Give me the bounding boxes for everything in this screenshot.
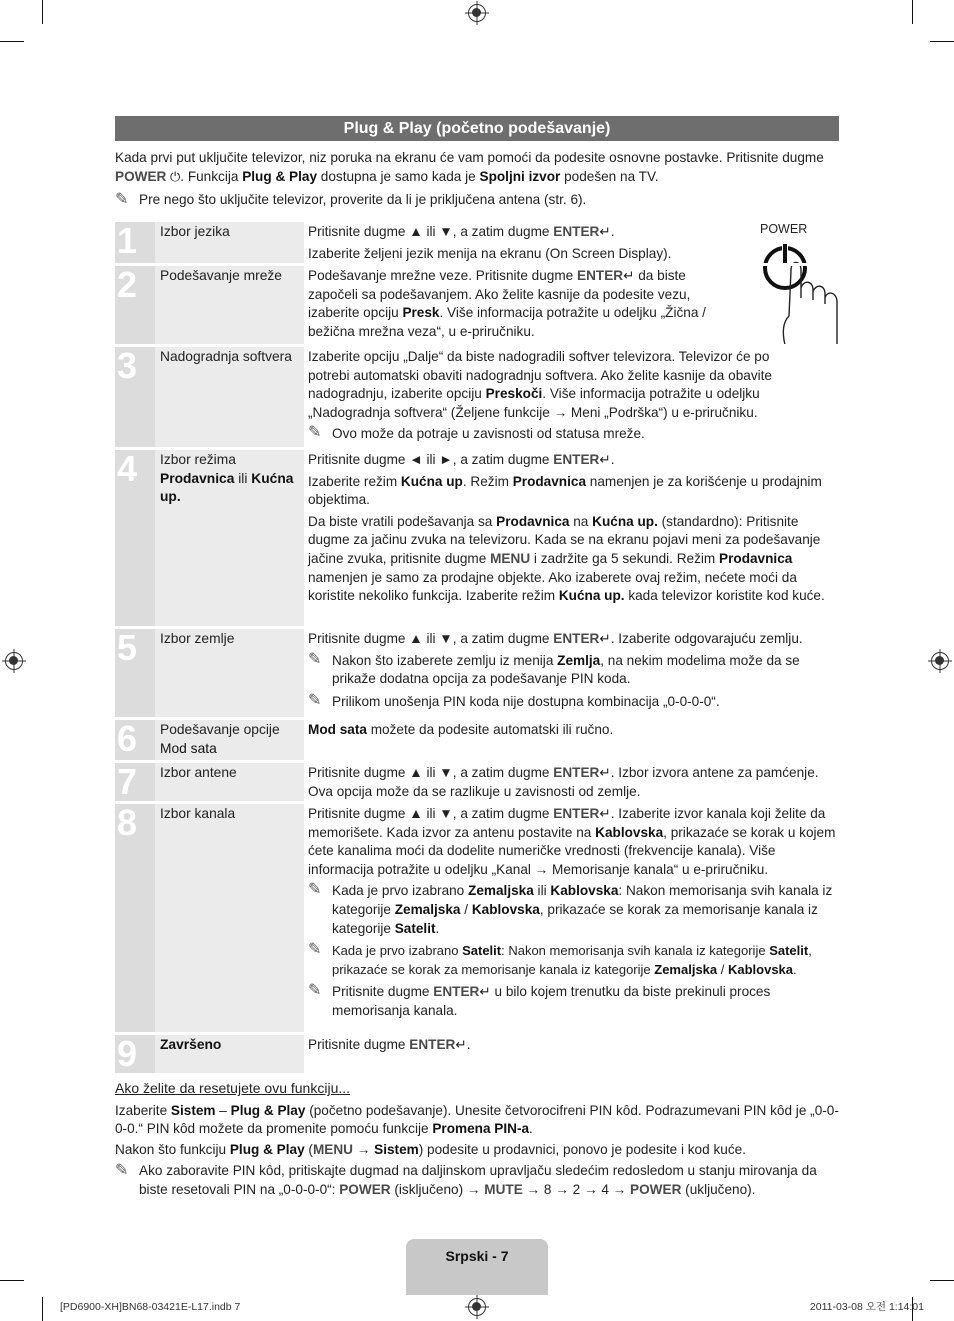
enter-icon: ↵ bbox=[455, 1037, 467, 1052]
step-number: 9 bbox=[115, 1035, 155, 1073]
step-description: Pritisnite dugme ▲ ili ▼, a zatim dugme ENTER↵. Izaberite odgovarajuću zemlju. ✎ Nakon što izaberete zemlju iz menija Zemlja, na nekim modelima može da se prikaže dodatna opcija za podešavanje PIN koda. ✎ Prilikom unošenja PIN koda nije dostupna kombinacija „0-0-0-0“. bbox=[308, 631, 803, 709]
enter-icon: ↵ bbox=[599, 806, 611, 821]
step-label: Izbor režima Prodavnica ili Kućna up. bbox=[155, 450, 304, 626]
step-row bbox=[115, 804, 839, 1035]
crop-mark bbox=[0, 41, 24, 42]
footer-timestamp: 2011-03-08 오전 1:14:01 bbox=[809, 1301, 924, 1313]
crop-mark bbox=[930, 41, 954, 42]
registration-mark-icon bbox=[931, 652, 949, 670]
intro-note: ✎ Pre nego što uključite televizor, proverite da li je priključena antena (str. 6). bbox=[115, 191, 587, 209]
reset-heading: Ako želite da resetujete ovu funkciju... bbox=[115, 1080, 351, 1096]
step-label: Podešavanje opcije Mod sata bbox=[155, 720, 304, 760]
step-number: 4 bbox=[115, 450, 155, 626]
step-row bbox=[115, 720, 839, 763]
step-number: 2 bbox=[115, 266, 155, 344]
registration-mark-icon bbox=[468, 1298, 486, 1316]
step-description: Mod sata možete da podesite automatski ili ručno. bbox=[308, 722, 614, 737]
step-label: Izbor zemlje bbox=[155, 629, 304, 717]
reset-section bbox=[115, 1079, 839, 1200]
step-number: 3 bbox=[115, 347, 155, 447]
page-number-tab: Srpski - 7 bbox=[406, 1239, 548, 1295]
reset-paragraph: Izaberite Sistem – Plug & Play (početno podešavanje). Unesite četvorocifreni PIN kôd. Podrazumevani PIN kôd je „0-0-0-0.“ PIN kôd možete da promenite pomoću funkcije Promena PIN-a. bbox=[115, 1102, 839, 1137]
step-label: Izbor antene bbox=[155, 763, 304, 801]
step-description: Pritisnite dugme ENTER↵. bbox=[308, 1037, 471, 1052]
crop-mark bbox=[930, 1280, 954, 1281]
intro-text bbox=[115, 149, 839, 210]
footer-file-info: [PD6900-XH]BN68-03421E-L17.indb 7 bbox=[60, 1301, 241, 1313]
step-description: Pritisnite dugme ▲ ili ▼, a zatim dugme ENTER↵. Izbor izvora antene za pamćenje. Ova opcija može da se razlikuje u zavisnosti od zemlje. bbox=[308, 765, 819, 799]
step-number: 1 bbox=[115, 222, 155, 263]
step-row bbox=[115, 266, 839, 347]
section-title: Plug & Play (početno podešavanje) bbox=[115, 116, 839, 141]
step-row bbox=[115, 629, 839, 720]
note-pen-icon: ✎ bbox=[308, 982, 322, 1000]
step-description: Pritisnite dugme ▲ ili ▼, a zatim dugme ENTER↵. Izaberite željeni jezik menija na ekranu (On Screen Display). bbox=[308, 224, 672, 261]
step-label: Izbor jezika bbox=[155, 222, 304, 263]
enter-icon: ↵ bbox=[599, 765, 611, 780]
note-pen-icon: ✎ bbox=[308, 941, 322, 959]
step-row bbox=[115, 1035, 839, 1076]
crop-mark bbox=[912, 0, 913, 24]
step-number: 6 bbox=[115, 720, 155, 760]
note-pen-icon: ✎ bbox=[115, 191, 129, 209]
crop-mark bbox=[0, 1280, 24, 1281]
enter-icon: ↵ bbox=[599, 631, 611, 646]
reset-paragraph: Nakon što funkciju Plug & Play (MENU → Sistem) podesite u prodavnici, ponovo je podesite i kod kuće. bbox=[115, 1141, 746, 1157]
step-label: Nadogradnja softvera bbox=[155, 347, 304, 447]
enter-icon: ↵ bbox=[479, 984, 491, 1000]
step-number: 8 bbox=[115, 804, 155, 1032]
step-description: Podešavanje mrežne veze. Pritisnite dugme ENTER↵ da biste započeli sa podešavanjem. Ako želite kasnije da podesite vezu, izaberite opciju Presk. Više informacija potražite u odeljku „Žična / bežična mrežna veza“, u e-priručniku. bbox=[308, 268, 706, 339]
step-description: Pritisnite dugme ▲ ili ▼, a zatim dugme ENTER↵. Izaberite izvor kanala koji želite da memorišete. Kada izvor za antenu postavite na Kablovska, prikazaće se korak u kojem ćete kanalima moći da dodelite numeričke vrednosti (frekvencije kanala). Više informacija potražite u odeljku „Kanal → Memorisanje kanala“ u e-priručniku. ✎ Kada je prvo izabrano Zemaljska ili Kablovska: Nakon memorisanja svih kanala iz kategorije Zemaljska / Kablovska, prikazaće se korak za memorisanje kanala iz kategorije Satelit. ✎ Kada je prvo izabrano Satelit: Nakon memorisanja svih kanala iz kategorije Satelit, prikazaće se korak za memorisanje kanala iz kategorije Zemaljska / Kablovska. ✎ Pritisnite dugme ENTER↵ u bilo kojem trenutku da biste prekinuli proces memorisanja kanala. bbox=[308, 806, 836, 1018]
step-row bbox=[115, 347, 839, 450]
enter-icon: ↵ bbox=[623, 268, 635, 283]
note-pen-icon: ✎ bbox=[308, 881, 322, 899]
note-pen-icon: ✎ bbox=[115, 1162, 129, 1180]
step-description: Pritisnite dugme ◄ ili ►, a zatim dugme ENTER↵. Izaberite režim Kućna up. Režim Prodavnica namenjen je za korišćenje u prodajnim objektima. Da biste vratili podešavanja sa Prodavnica na Kućna up. (standardno): Pritisnite dugme za jačinu zvuka na televizoru. Kada se na ekranu pojavi meni za podešavanje jačine zvuka, pritisnite dugme MENU i zadržite ga 5 sekundi. Režim Prodavnica namenjen je samo za prodajne objekte. Ako izaberete ovaj režim, nećete moći da koristite nekoliko funkcija. Izaberite režim Kućna up. kada televizor koristite kod kuće. bbox=[308, 452, 825, 604]
steps-table bbox=[115, 222, 839, 1076]
crop-mark bbox=[42, 0, 43, 24]
power-symbol-icon: ⏻ bbox=[166, 168, 181, 184]
step-label: Izbor kanala bbox=[155, 804, 304, 1032]
enter-icon: ↵ bbox=[599, 224, 611, 239]
note-pen-icon: ✎ bbox=[308, 424, 322, 442]
step-row bbox=[115, 763, 839, 804]
enter-icon: ↵ bbox=[599, 452, 611, 467]
power-label: POWER bbox=[760, 222, 808, 236]
note-pen-icon: ✎ bbox=[308, 650, 322, 668]
step-row bbox=[115, 450, 839, 629]
step-label: Završeno bbox=[155, 1035, 304, 1073]
step-row bbox=[115, 222, 839, 266]
step-number: 5 bbox=[115, 629, 155, 717]
registration-mark-icon bbox=[5, 652, 23, 670]
crop-mark bbox=[42, 1297, 43, 1321]
step-number: 7 bbox=[115, 763, 155, 801]
step-description: Izaberite opciju „Dalje“ da biste nadogradili softver televizora. Televizor će po potrebi automatski obaviti nadogradnju softvera. Ako želite kasnije da obavite nadogradnju, izaberite opciju Preskoči. Više informacija potražite u odeljku „Nadogradnja softvera“ (Željene funkcije → Meni „Podrška“) u e-priručniku. ✎ Ovo može da potraje u zavisnosti od statusa mreže. bbox=[308, 349, 772, 442]
step-label: Podešavanje mreže bbox=[155, 266, 304, 344]
intro-paragraph: Kada prvi put uključite televizor, niz poruka na ekranu će vam pomoći da podesite osnovne postavke. Pritisnite dugme POWER ⏻. Funkcija Plug & Play dostupna je samo kada je Spoljni izvor podešen na TV. bbox=[115, 150, 824, 184]
reset-note: ✎ Ako zaboravite PIN kôd, pritiskajte dugmad na daljinskom upravljaču sledećim redosledom u stanju mirovanja da biste resetovali PIN na „0-0-0-0“: POWER (isključeno) → MUTE → 8 → 2 → 4 → POWER (uključeno). bbox=[115, 1162, 817, 1197]
note-pen-icon: ✎ bbox=[308, 691, 322, 709]
registration-mark-icon bbox=[468, 4, 486, 22]
